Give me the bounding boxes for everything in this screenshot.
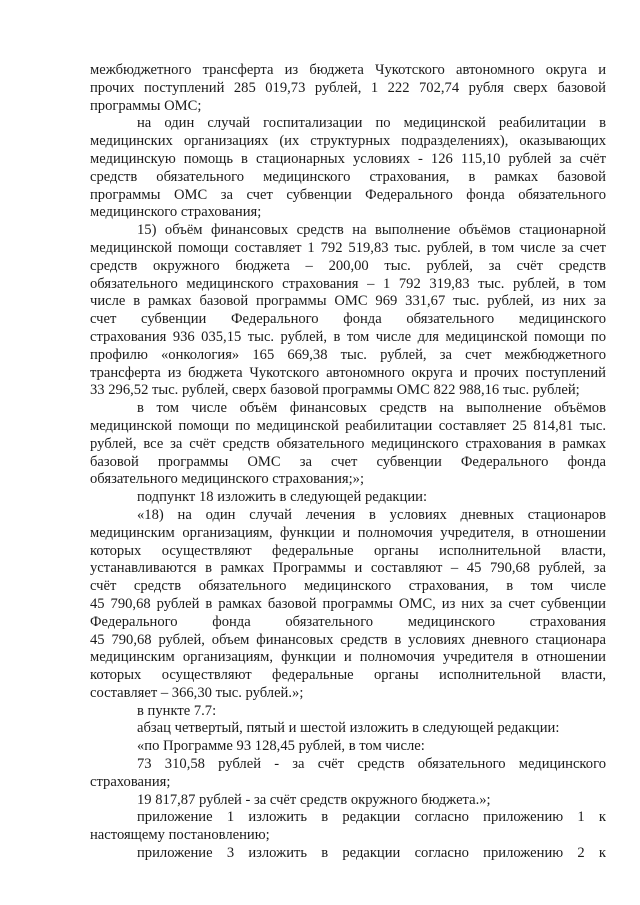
text-line: Федерального фонда обязательного медицинского страхования: [90, 613, 606, 630]
text-line: подпункт 18 изложить в следующей редакции:: [137, 489, 428, 506]
text-line: счет субвенции Федерального фонда обязательного медицинского: [90, 311, 606, 328]
text-line: базовой программы ОМС за счет субвенции Федерального фонда: [90, 453, 606, 470]
paragraph-program-total: [90, 738, 606, 756]
text-line: в том числе объём финансовых средств на выполнение объёмов: [137, 400, 606, 417]
text-line: приложение 1 изложить в редакции согласно приложению 1 к: [137, 809, 606, 826]
paragraph-item-18: [90, 507, 606, 703]
text-line: программы ОМС за счет субвенции Федерального фонда обязательного: [90, 186, 606, 203]
text-line: медицинским организациям, функции и полномочия учредителя в отношении: [90, 649, 606, 666]
text-line: медицинскую помощь в стационарных условиях - 126 115,10 рублей за счёт: [90, 150, 606, 167]
paragraph-abzac-4-5-6: [90, 720, 606, 738]
text-line: средств обязательного медицинского страхования, в рамках базовой: [90, 168, 606, 185]
text-line: счёт средств обязательного медицинского страхования, в том числе: [90, 578, 606, 595]
text-line: «18) на один случай лечения в условиях дневных стационаров: [137, 506, 606, 523]
text-line: 15) объём финансовых средств на выполнение объёмов стационарной: [137, 222, 606, 239]
text-line: медицинского страхования;: [90, 204, 262, 221]
text-line: трансферта из бюджета Чукотского автономного округа и прочих поступлений: [90, 364, 606, 381]
text-line: 33 296,52 тыс. рублей, сверх базовой программы ОМС 822 988,16 тыс. рублей;: [90, 382, 580, 399]
text-line: которых осуществляют федеральные органы исполнительной власти,: [90, 542, 606, 559]
document-body: [90, 62, 606, 863]
text-line: настоящему постановлению;: [90, 827, 270, 844]
paragraph-interbudget-transfer-tail: [90, 62, 606, 115]
paragraph-point-7-7: [90, 703, 606, 721]
text-line: 45 790,68 рублей, объем финансовых средств в условиях дневного стационара: [90, 631, 606, 648]
text-line: числе в рамках базовой программы ОМС 969 331,67 тыс. рублей, из них за: [90, 293, 606, 310]
text-line: страхования;: [90, 773, 171, 790]
text-line: профилю «онкология» 165 669,38 тыс. рублей, за счет межбюджетного: [90, 346, 606, 363]
text-line: 73 310,58 рублей - за счёт средств обязательного медицинского: [137, 756, 606, 773]
text-line: страхования 936 035,15 тыс. рублей, в том числе для медицинской помощи по: [90, 328, 606, 345]
text-line: 19 817,87 рублей - за счёт средств окружного бюджета.»;: [137, 791, 491, 808]
paragraph-item-15: [90, 222, 606, 400]
text-line: составляет – 366,30 тыс. рублей.»;: [90, 684, 304, 701]
text-line: медицинским организациям, функции и полномочия учредителя, в отношении: [90, 524, 606, 541]
text-line: медицинских организациях (их структурных подразделениях), оказывающих: [90, 133, 606, 150]
text-line: обязательного медицинского страхования;»;: [90, 471, 365, 488]
paragraph-appendix-3: [90, 845, 606, 863]
text-line: прочих поступлений 285 019,73 рублей, 1 222 702,74 рубля сверх базовой: [90, 79, 606, 96]
text-line: программы ОМС;: [90, 97, 202, 114]
text-line: средств окружного бюджета – 200,00 тыс. рублей, за счёт средств: [90, 257, 606, 274]
text-line: в пункте 7.7:: [137, 702, 217, 719]
text-line: которых осуществляют федеральные органы исполнительной власти,: [90, 667, 606, 684]
paragraph-oms-share: [90, 756, 606, 792]
text-line: медицинской помощи по медицинской реабилитации составляет 25 814,81 тыс.: [90, 417, 606, 434]
text-line: обязательного медицинского страхования – 1 792 319,83 тыс. рублей, в том: [90, 275, 606, 292]
text-line: 45 790,68 рублей в рамках базовой программы ОМС, из них за счет субвенции: [90, 595, 606, 612]
paragraph-rehab-volume: [90, 400, 606, 489]
text-line: приложение 3 изложить в редакции согласно приложению 2 к: [137, 845, 606, 862]
text-line: «по Программе 93 128,45 рублей, в том числе:: [137, 738, 425, 755]
text-line: межбюджетного трансферта из бюджета Чукотского автономного округа и: [90, 62, 606, 78]
text-line: устанавливаются в рамках Программы и составляют – 45 790,68 рублей, за: [90, 560, 606, 577]
paragraph-appendix-1: [90, 809, 606, 845]
text-line: медицинской помощи составляет 1 792 519,83 тыс. рублей, в том числе за счет: [90, 239, 606, 256]
paragraph-budget-share: [90, 792, 606, 810]
text-line: на один случай госпитализации по медицинской реабилитации в: [137, 115, 606, 132]
paragraph-rehab-hospitalization: [90, 115, 606, 222]
text-line: рублей, все за счёт средств обязательного медицинского страхования в рамках: [90, 435, 606, 452]
paragraph-subitem-18-intro: [90, 489, 606, 507]
text-line: абзац четвертый, пятый и шестой изложить в следующей редакции:: [137, 720, 560, 737]
